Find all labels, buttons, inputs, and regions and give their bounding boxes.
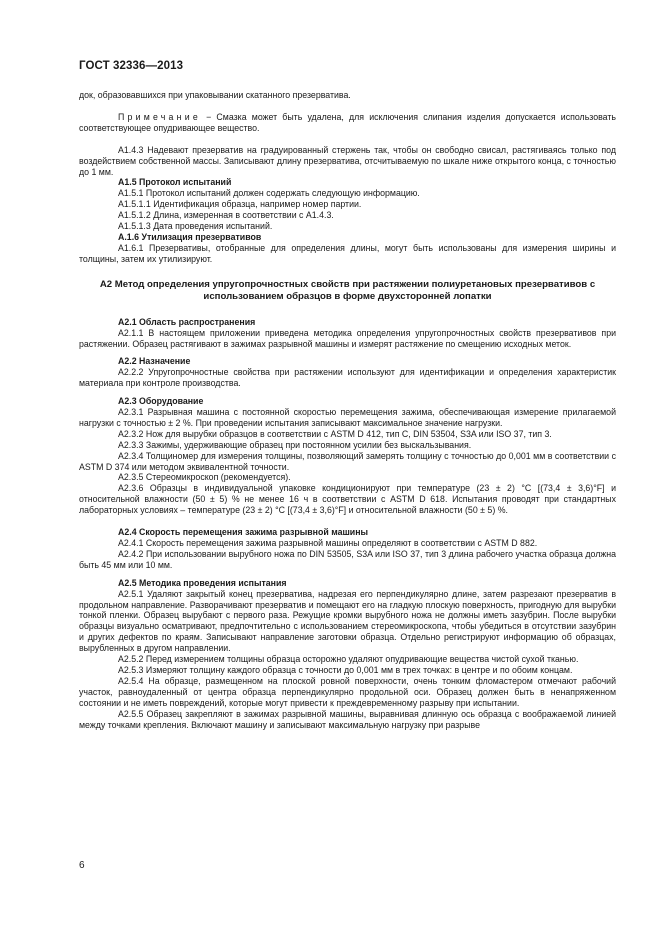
paragraph-a2-3-5: А2.3.5 Стереомикроскоп (рекомендуется). (118, 472, 291, 483)
paragraph-a2-5-4: А2.5.4 На образце, размещенном на плоской ровной поверхности, очень тонким фломастером отмечают рабочий участок, равноудаленный от центра образца перпендикулярно продольной оси. Образец должен быть в ненапряженном состоянии и не иметь повреждений, которые могут привести к преждевременному разрыву при испытании. (79, 675, 616, 708)
paragraph-a2-2-2: А2.2.2 Упругопрочностные свойства при растяжении используют для идентификации и определения характеристик материала при контроле производства. (79, 367, 616, 389)
subheading-a1-5: А1.5 Протокол испытаний (118, 177, 232, 188)
paragraph-a1-6-1: А1.6.1 Презервативы, отобранные для определения длины, могут быть использованы для измерения ширины и толщины, затем их утилизируют. (79, 242, 616, 264)
paragraph-a2-4-1: А2.4.1 Скорость перемещения зажима разрывной машины определяют в соответствии с ASTM D 882. (118, 538, 538, 548)
document-body (79, 90, 616, 730)
paragraph-continuation: док, образовавшихся при упаковывании скатанного презерватива. (79, 90, 351, 100)
paragraph-a2-1-1: А2.1.1 В настоящем приложении приведена методика определения упругопрочностных свойств презервативов при растяжении. Образец растягивают в зажимах разрывной машины и измерят растяжение по смещению исходных меток. (79, 327, 616, 349)
section-heading-a2: А2 Метод определения упругопрочностных свойств при растяжении полиуретановых презервативов с использованием образцов в форме двухсторонней лопатки (99, 278, 596, 302)
subheading-a2-1: А2.1 Область распространения (118, 316, 256, 327)
paragraph-a2-3-4: А2.3.4 Толщиномер для измерения толщины, позволяющий замерять толщину с точностью до 0,001 мм в соответствии с ASTM D 374 или методом эквивалентной точности. (79, 450, 616, 472)
paragraph-a1-5-1-3: А1.5.1.3 Дата проведения испытаний. (118, 221, 273, 232)
paragraph-a1-5-1: А1.5.1 Протокол испытаний должен содержать следующую информацию. (118, 188, 420, 199)
paragraph-a2-3-1: А2.3.1 Разрывная машина с постоянной скоростью перемещения зажима, обеспечивающая измерение прилагаемой нагрузки с точностью ± 2 %. При проведении испытания записывают максимальное значение нагрузки. (79, 407, 616, 428)
subheading-a1-6: А.1.6 Утилизация презервативов (118, 231, 262, 242)
subheading-a2-5: А2.5 Методика проведения испытания (118, 577, 287, 588)
subheading-a2-4: А2.4 Скорость перемещения зажима разрывной машины (118, 527, 369, 538)
paragraph-a2-4-2: А2.4.2 При использовании вырубного ножа по DIN 53505, S3A или ISO 37, тип 3 длина рабочего участка образца должна быть 45 мм или 10 мм. (79, 548, 616, 570)
subheading-a2-2: А2.2 Назначение (118, 356, 191, 367)
paragraph-a2-5-2: А2.5.2 Перед измерением толщины образца осторожно удаляют опудривающие вещества чистой сухой тканью. (118, 654, 579, 665)
paragraph-a2-3-3: А2.3.3 Зажимы, удерживающие образец при постоянном усилии без выскальзывания. (118, 439, 472, 450)
paragraph-a2-3-6: А2.3.6 Образцы в индивидуальной упаковке кондиционируют при температуре (23 ± 2) °С [(73,4 ± 3,6)°F] и относительной влажности (50 ± 5) % не менее 16 ч в соответствии с ASTM D 618. Испытания проводят при стандартных лабораторных условиях – температуре (23 ± 2) °С [(73,4 ± 3,6)°F] и относительной влажности (50 ± 5) %. (79, 483, 616, 516)
standard-header: ГОСТ 32336—2013 (79, 60, 184, 72)
paragraph-a1-4-3: А1.4.3 Надевают презерватив на градуированный стержень так, чтобы он свободно свисал, растягиваясь только под воздействием собственной массы. Записывают длину презерватива, отсчитываемую по шкале ниже открытого конца, с точностью до 1 мм. (79, 144, 616, 177)
paragraph-a1-5-1-1: А1.5.1.1 Идентификация образца, например номер партии. (118, 199, 362, 210)
page-number: 6 (79, 860, 85, 871)
note-label: Примечание (118, 111, 201, 122)
paragraph-a1-5-1-2: А1.5.1.2 Длина, измеренная в соответствии с А1.4.3. (118, 210, 334, 221)
paragraph-a2-3-2: А2.3.2 Нож для вырубки образцов в соответствии с ASTM D 412, тип С, DIN 53504, S3A или ISO 37, тип 3. (118, 428, 552, 439)
note-text: − Смазка может быть удалена, для исключения слипания изделия допускается использовать соответствующее опудривающее вещество. (79, 111, 616, 133)
paragraph-a2-5-3: А2.5.3 Измеряют толщину каждого образца с точности до 0,001 мм в трех точках: в центре и по обоим концам. (118, 664, 573, 675)
subheading-a2-3: А2.3 Оборудование (118, 396, 204, 407)
note-paragraph (79, 112, 616, 134)
paragraph-a2-5-1: А2.5.1 Удаляют закрытый конец презерватива, надрезая его перпендикулярно длине, затем разрезают презерватив в продольном направление. Разворачивают презерватив и помещают его на гладкую плоскую поверхность, пригодную для вырубки тонкой пленки. Образец вырубают с первого раза. Режущие кромки вырубного ножа не должны иметь зазубрин. После вырубки образцы визуально осматривают, предпочтительно с использованием стереомикроскопа, чтобы убедиться в отсутствии зазубрин и других дефектов по краям. Записывают направление заготовки образца. Отдельно регистрируют информацию об образцах, вырубленных в другом направлении. (79, 588, 616, 654)
paragraph-a2-5-5: А2.5.5 Образец закрепляют в зажимах разрывной машины, выравнивая длинную ось образца с воображаемой линией между точками крепления. Включают машину и записывают максимальную нагрузку при разрыве (79, 708, 616, 730)
